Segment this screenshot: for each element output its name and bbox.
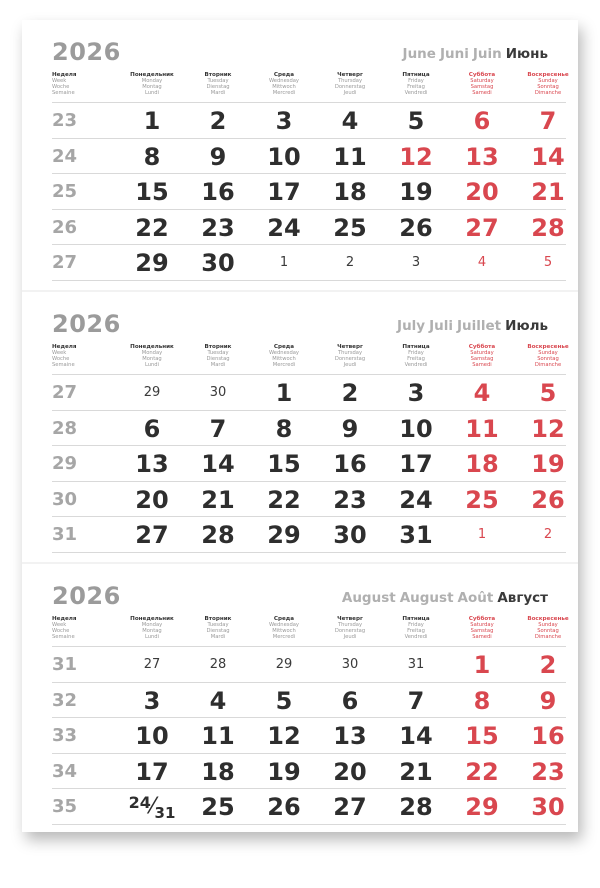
day-cell: 13 <box>135 450 169 479</box>
day-cell: 26 <box>531 485 565 514</box>
weekday-header-de: Montag <box>142 628 162 634</box>
month-names <box>338 590 548 606</box>
weekday-header-ru: Пятница <box>402 344 430 350</box>
weekday-header <box>186 344 250 368</box>
weekday-header <box>120 616 184 640</box>
month-name: Август <box>497 590 548 606</box>
weekday-header-ru: Неделя <box>52 616 77 622</box>
weekday-header-de: Donnerstag <box>334 356 366 362</box>
week-number: 35 <box>52 796 78 818</box>
day-cell: 5 <box>543 255 553 271</box>
weekday-header-fr: Mercredi <box>272 362 296 368</box>
month-name: Июнь <box>505 46 548 62</box>
month-name: Juin <box>472 46 502 62</box>
day-cell: 19 <box>267 757 301 786</box>
weekday-header <box>516 344 580 368</box>
day-cell: 5 <box>407 107 425 135</box>
day-cell: 14 <box>531 142 565 171</box>
day-cell: 17 <box>135 757 169 786</box>
month-block <box>22 292 578 564</box>
day-cell: 9 <box>341 414 359 443</box>
day-cell: 2 <box>341 379 359 407</box>
month-names <box>399 46 548 62</box>
weekday-header-en: Sunday <box>538 622 558 628</box>
day-cell: 28 <box>399 793 433 822</box>
day-cell: 4 <box>341 107 359 135</box>
month-name: Août <box>457 590 494 606</box>
weekday-header-de: Samstag <box>470 628 494 634</box>
weekday-header-de: Sonntag <box>537 356 559 362</box>
weekday-header-en: Thursday <box>337 622 363 628</box>
day-cell: 4 <box>209 686 227 715</box>
weekday-header-fr: Samedi <box>472 362 492 368</box>
weekday-header-de: Mittwoch <box>272 356 296 362</box>
weekday-header-fr: Semaine <box>52 362 75 368</box>
day-cell: 27 <box>135 521 169 550</box>
weekday-header <box>384 72 448 96</box>
weekday-header-ru: Четверг <box>337 344 363 350</box>
week-row <box>52 102 566 138</box>
weekday-header-fr: Vendredi <box>404 362 428 368</box>
day-cell: 30 <box>531 793 565 822</box>
weekday-header <box>318 616 382 640</box>
weekday-header-en: Tuesday <box>207 622 229 628</box>
day-cell: 2 <box>539 651 557 679</box>
weekday-header-en: Friday <box>408 350 424 356</box>
weekday-header-ru: Вторник <box>204 72 232 78</box>
week-number: 30 <box>52 488 78 510</box>
weekday-header-de: Sonntag <box>537 84 559 90</box>
week-number: 32 <box>52 689 78 711</box>
weekday-header-ru: Четверг <box>337 616 363 622</box>
weekday-header-en: Wednesday <box>268 78 300 84</box>
weekday-header-ru: Воскресенье <box>527 344 569 350</box>
day-cell: 15 <box>135 178 169 207</box>
month-block <box>22 564 578 836</box>
weekday-header-fr: Lundi <box>144 90 160 96</box>
weeks-table <box>52 374 566 553</box>
weekday-header-de: Samstag <box>470 84 494 90</box>
weekday-header-en: Wednesday <box>268 622 300 628</box>
day-cell: 3 <box>411 255 421 271</box>
day-cell: 17 <box>267 178 301 207</box>
weekday-header-fr: Vendredi <box>404 634 428 640</box>
day-cell: 31 <box>407 657 425 672</box>
day-cell: 22 <box>135 213 169 242</box>
day-cell: 9 <box>209 142 227 171</box>
weekday-header <box>120 344 184 368</box>
weekday-header-ru: Вторник <box>204 616 232 622</box>
weekday-header-de: Montag <box>142 356 162 362</box>
weekday-header-en: Monday <box>141 350 163 356</box>
weekday-header-de: Freitag <box>407 628 425 634</box>
week-number: 26 <box>52 216 78 238</box>
month-name: Juillet <box>457 318 502 334</box>
day-cell: 29 <box>135 249 169 278</box>
week-row <box>52 374 566 410</box>
day-cell: 19 <box>531 450 565 479</box>
day-cell: 30 <box>209 385 227 400</box>
weekday-header-en: Wednesday <box>268 350 300 356</box>
year-label: 2026 <box>52 310 121 338</box>
week-row <box>52 717 566 753</box>
month-name: June <box>402 46 436 62</box>
day-cell: 1 <box>473 651 491 679</box>
day-cell: 6 <box>143 414 161 443</box>
week-number: 24 <box>52 145 78 167</box>
day-cell: 23 <box>531 757 565 786</box>
weekday-header-de: Woche <box>52 628 70 634</box>
month-divider <box>22 562 578 564</box>
day-cell: 7 <box>407 686 425 715</box>
week-row <box>52 209 566 245</box>
week-number: 33 <box>52 725 78 747</box>
weekday-header-row <box>52 72 569 102</box>
week-number: 31 <box>52 654 78 675</box>
weekday-header-ru: Вторник <box>204 344 232 350</box>
weekday-header <box>450 616 514 640</box>
month-name: Juni <box>439 46 469 62</box>
week-row <box>52 445 566 481</box>
year-label: 2026 <box>52 38 121 66</box>
day-cell: 2 <box>345 255 355 271</box>
week-row <box>52 682 566 718</box>
day-cell: 18 <box>333 178 367 207</box>
day-cell: 4 <box>473 379 491 407</box>
weekday-header-en: Friday <box>408 622 424 628</box>
day-cell: 10 <box>267 142 301 171</box>
week-number: 28 <box>52 417 78 439</box>
weekday-header-en: Friday <box>408 78 424 84</box>
week-number: 23 <box>52 110 78 131</box>
weekday-header-ru: Среда <box>273 616 295 622</box>
day-cell: 10 <box>399 414 433 443</box>
day-cell: 14 <box>399 722 433 751</box>
day-cell: 1 <box>477 527 487 543</box>
weeks-table <box>52 646 566 825</box>
day-number: 31 <box>154 804 176 823</box>
day-cell: 28 <box>209 657 227 672</box>
day-cell: 5 <box>275 686 293 715</box>
day-separator: ⁄ <box>150 794 155 820</box>
weekday-header <box>252 72 316 96</box>
day-cell: 31 <box>399 521 433 550</box>
week-row <box>52 753 566 789</box>
weekday-header-en: Sunday <box>538 350 558 356</box>
weekday-header-fr: Dimanche <box>534 634 562 640</box>
day-cell: 8 <box>473 686 491 715</box>
weekday-header-ru: Среда <box>273 72 295 78</box>
weekday-header <box>516 616 580 640</box>
weekday-header <box>516 72 580 96</box>
day-cell: 16 <box>201 178 235 207</box>
day-cell: 23 <box>333 485 367 514</box>
day-cell: 2 <box>543 527 553 543</box>
weekday-header-en: Week <box>52 350 67 356</box>
weekday-header-de: Freitag <box>407 84 425 90</box>
weekday-header-ru: Четверг <box>337 72 363 78</box>
weekday-header <box>252 344 316 368</box>
day-cell: 8 <box>275 414 293 443</box>
weekday-header-en: Thursday <box>337 78 363 84</box>
month-divider <box>22 290 578 292</box>
weekday-header-de: Mittwoch <box>272 84 296 90</box>
weekday-header-fr: Semaine <box>52 90 75 96</box>
weekday-header <box>318 344 382 368</box>
weekday-header-fr: Mercredi <box>272 634 296 640</box>
day-cell: 26 <box>399 213 433 242</box>
day-cell: 25 <box>465 485 499 514</box>
day-cell: 14 <box>201 450 235 479</box>
weeks-table <box>52 102 566 281</box>
weekday-header <box>252 616 316 640</box>
day-cell: 16 <box>531 722 565 751</box>
weekday-header-de: Mittwoch <box>272 628 296 634</box>
day-cell: 13 <box>333 722 367 751</box>
week-number: 31 <box>52 524 78 546</box>
week-number: 27 <box>52 382 78 403</box>
weekday-header-fr: Vendredi <box>404 90 428 96</box>
weekday-header-en: Sunday <box>538 78 558 84</box>
month-name: Июль <box>505 318 548 334</box>
week-number: 29 <box>52 453 78 475</box>
week-row <box>52 646 566 682</box>
weekday-header-de: Sonntag <box>537 628 559 634</box>
weekday-header <box>120 72 184 96</box>
weekday-header-fr: Mardi <box>210 634 226 640</box>
day-cell: 10 <box>135 722 169 751</box>
day-cell: 25 <box>333 213 367 242</box>
weekday-header-de: Freitag <box>407 356 425 362</box>
week-number: 25 <box>52 181 78 203</box>
day-cell: 5 <box>539 379 557 407</box>
day-cell <box>120 789 184 823</box>
weekday-header-ru: Суббота <box>468 344 496 350</box>
weekday-header-en: Monday <box>141 78 163 84</box>
weekday-header-de: Donnerstag <box>334 628 366 634</box>
week-row <box>52 516 566 553</box>
week-number: 27 <box>52 252 78 274</box>
weekday-header-de: Montag <box>142 84 162 90</box>
weekday-header <box>450 344 514 368</box>
week-row <box>52 244 566 281</box>
day-cell: 24 <box>399 485 433 514</box>
day-cell: 6 <box>341 686 359 715</box>
week-row <box>52 481 566 517</box>
weekday-header-fr: Lundi <box>144 362 160 368</box>
weekday-header-en: Monday <box>141 622 163 628</box>
day-cell: 18 <box>201 757 235 786</box>
day-cell: 3 <box>143 686 161 715</box>
weekday-header-de: Dienstag <box>206 84 230 90</box>
day-cell: 12 <box>399 142 433 171</box>
day-cell: 16 <box>333 450 367 479</box>
weekday-header <box>450 72 514 96</box>
day-cell: 2 <box>209 107 227 135</box>
weekday-header-de: Woche <box>52 84 70 90</box>
weekday-header-en: Tuesday <box>207 78 229 84</box>
day-cell: 29 <box>267 521 301 550</box>
month-name: August <box>399 590 454 606</box>
week-row <box>52 410 566 446</box>
weekday-header-en: Saturday <box>470 350 494 356</box>
weekday-header-fr: Mardi <box>210 90 226 96</box>
day-number: 24 <box>128 793 151 813</box>
weekday-header <box>384 344 448 368</box>
weekday-header-en: Tuesday <box>207 350 229 356</box>
day-cell: 20 <box>135 485 169 514</box>
month-block <box>22 20 578 292</box>
weekday-header-ru: Пятница <box>402 616 430 622</box>
weekday-header-fr: Jeudi <box>343 634 357 640</box>
weekday-header <box>186 616 250 640</box>
day-cell: 11 <box>333 142 367 171</box>
weekday-header-de: Woche <box>52 356 70 362</box>
day-cell: 19 <box>399 178 433 207</box>
day-cell: 29 <box>465 793 499 822</box>
day-cell: 29 <box>143 385 161 400</box>
day-cell: 8 <box>143 142 161 171</box>
day-cell: 29 <box>275 657 293 672</box>
day-cell: 3 <box>407 379 425 407</box>
day-cell: 12 <box>267 722 301 751</box>
weekday-header <box>384 616 448 640</box>
day-cell: 20 <box>333 757 367 786</box>
weekday-header-fr: Jeudi <box>343 90 357 96</box>
weekday-header-de: Donnerstag <box>334 84 366 90</box>
weekday-header-fr: Dimanche <box>534 362 562 368</box>
weekday-header-ru: Понедельник <box>130 616 174 622</box>
day-cell: 28 <box>531 213 565 242</box>
day-cell: 7 <box>209 414 227 443</box>
day-cell: 15 <box>465 722 499 751</box>
day-cell: 1 <box>279 255 289 271</box>
weekday-header-en: Week <box>52 78 67 84</box>
weekday-header-fr: Samedi <box>472 90 492 96</box>
weekday-header-row <box>52 616 569 646</box>
day-cell: 27 <box>333 793 367 822</box>
weekday-header-fr: Lundi <box>144 634 160 640</box>
weekday-header-row <box>52 344 569 374</box>
weekday-header <box>52 344 116 368</box>
weekday-header-fr: Semaine <box>52 634 75 640</box>
day-cell: 22 <box>465 757 499 786</box>
calendar-sheet <box>22 20 578 832</box>
weekday-header-de: Samstag <box>470 356 494 362</box>
day-cell: 11 <box>465 414 499 443</box>
day-cell: 6 <box>473 107 491 135</box>
day-cell: 4 <box>477 255 487 271</box>
day-cell: 1 <box>143 107 161 135</box>
day-cell: 21 <box>399 757 433 786</box>
weekday-header-ru: Суббота <box>468 616 496 622</box>
day-cell: 15 <box>267 450 301 479</box>
weekday-header-ru: Пятница <box>402 72 430 78</box>
month-names <box>393 318 548 334</box>
weekday-header-ru: Воскресенье <box>527 616 569 622</box>
day-cell: 25 <box>201 793 235 822</box>
day-cell: 17 <box>399 450 433 479</box>
day-cell: 30 <box>201 249 235 278</box>
day-cell: 27 <box>143 657 161 672</box>
week-row <box>52 788 566 825</box>
day-cell: 21 <box>201 485 235 514</box>
day-cell: 21 <box>531 178 565 207</box>
weekday-header-ru: Понедельник <box>130 344 174 350</box>
month-name: Juli <box>429 318 453 334</box>
weekday-header-fr: Mercredi <box>272 90 296 96</box>
weekday-header-ru: Воскресенье <box>527 72 569 78</box>
weekday-header-ru: Понедельник <box>130 72 174 78</box>
weekday-header-ru: Среда <box>273 344 295 350</box>
weekday-header <box>52 616 116 640</box>
year-label: 2026 <box>52 582 121 610</box>
day-cell: 1 <box>275 379 293 407</box>
weekday-header-en: Thursday <box>337 350 363 356</box>
weekday-header <box>52 72 116 96</box>
day-cell: 11 <box>201 722 235 751</box>
month-name: July <box>397 318 426 334</box>
weekday-header <box>318 72 382 96</box>
day-cell: 12 <box>531 414 565 443</box>
day-cell: 22 <box>267 485 301 514</box>
weekday-header-fr: Jeudi <box>343 362 357 368</box>
day-cell: 13 <box>465 142 499 171</box>
weekday-header-fr: Mardi <box>210 362 226 368</box>
day-cell: 26 <box>267 793 301 822</box>
weekday-header-ru: Суббота <box>468 72 496 78</box>
weekday-header-de: Dienstag <box>206 628 230 634</box>
day-cell: 18 <box>465 450 499 479</box>
day-cell: 30 <box>341 657 359 672</box>
weekday-header-en: Saturday <box>470 622 494 628</box>
weekday-header-ru: Неделя <box>52 72 77 78</box>
weekday-header-en: Week <box>52 622 67 628</box>
day-cell: 7 <box>539 107 557 135</box>
week-row <box>52 173 566 209</box>
day-cell: 28 <box>201 521 235 550</box>
month-name: August <box>341 590 396 606</box>
weekday-header-de: Dienstag <box>206 356 230 362</box>
day-cell: 23 <box>201 213 235 242</box>
day-cell: 3 <box>275 107 293 135</box>
weekday-header <box>186 72 250 96</box>
day-cell: 30 <box>333 521 367 550</box>
week-row <box>52 138 566 174</box>
day-cell: 20 <box>465 178 499 207</box>
day-cell: 24 <box>267 213 301 242</box>
weekday-header-ru: Неделя <box>52 344 77 350</box>
day-cell: 9 <box>539 686 557 715</box>
week-number: 34 <box>52 760 78 782</box>
weekday-header-fr: Samedi <box>472 634 492 640</box>
day-cell: 27 <box>465 213 499 242</box>
weekday-header-fr: Dimanche <box>534 90 562 96</box>
weekday-header-en: Saturday <box>470 78 494 84</box>
